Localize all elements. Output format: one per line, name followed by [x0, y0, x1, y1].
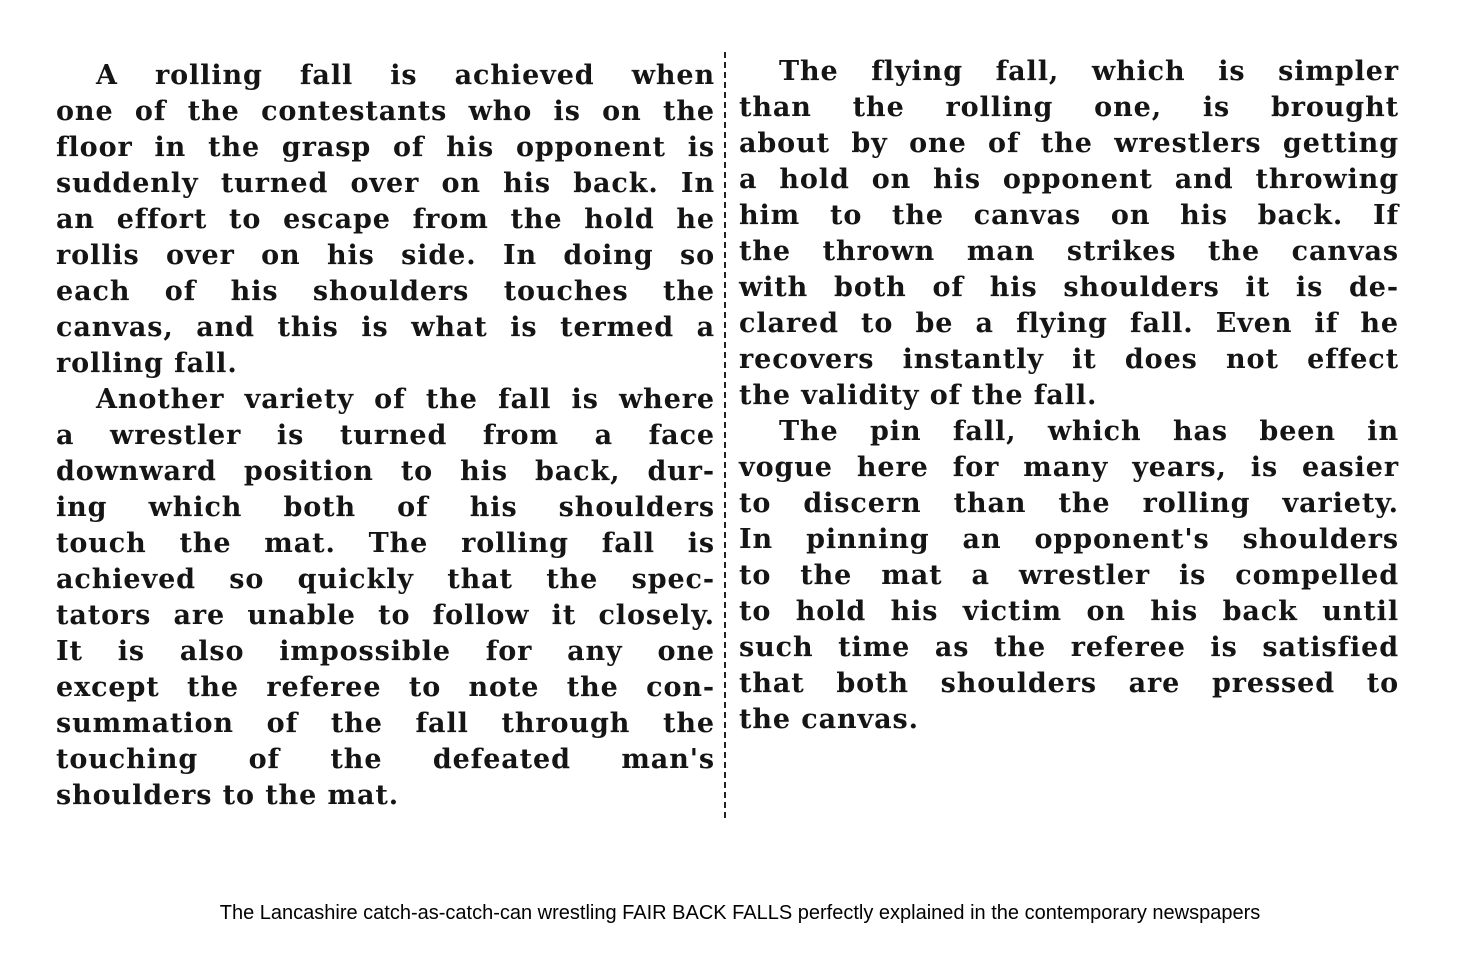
text-line: the validity of the fall.	[739, 380, 1098, 411]
text-line: with both of his shoulders it is de-	[739, 272, 1399, 303]
text-line: about by one of the wrestlers getting	[739, 128, 1399, 159]
text-line: a wrestler is turned from a face	[56, 420, 715, 451]
text-line: touching of the defeated man's	[56, 744, 715, 775]
paragraph-rolling-fall	[56, 58, 715, 382]
text-line: rolling fall.	[56, 348, 238, 379]
text-line: shoulders to the mat.	[56, 780, 400, 811]
text-line: recovers instantly it does not effect	[739, 344, 1399, 375]
text-line: floor in the grasp of his opponent is	[56, 132, 715, 163]
paragraph-flying-fall	[739, 54, 1399, 414]
paragraph-pin-fall	[739, 414, 1399, 738]
text-line: to discern than the rolling variety.	[739, 488, 1399, 519]
text-line: The pin fall, which has been in	[779, 416, 1399, 447]
text-line: achieved so quickly that the spec-	[56, 564, 715, 595]
text-line: clared to be a flying fall. Even if he	[739, 308, 1399, 339]
text-line: tators are unable to follow it closely.	[56, 600, 715, 631]
text-line: than the rolling one, is brought	[739, 92, 1399, 123]
left-column	[56, 58, 715, 814]
text-line: except the referee to note the con-	[56, 672, 715, 703]
paragraph-another-variety	[56, 382, 715, 814]
image-caption: The Lancashire catch-as-catch-can wrestling FAIR BACK FALLS perfectly explained in the contemporary newspapers	[219, 902, 1261, 924]
text-line: vogue here for many years, is easier	[739, 452, 1399, 483]
text-line: ing which both of his shoulders	[56, 492, 715, 523]
text-line: him to the canvas on his back. If	[739, 200, 1399, 231]
text-line: one of the contestants who is on the	[56, 96, 715, 127]
text-line: The flying fall, which is simpler	[779, 56, 1399, 87]
text-line: that both shoulders are pressed to	[739, 668, 1399, 699]
text-line: In pinning an opponent's shoulders	[739, 524, 1399, 555]
column-divider	[724, 52, 726, 818]
text-line: the thrown man strikes the canvas	[739, 236, 1399, 267]
text-line: touch the mat. The rolling fall is	[56, 528, 715, 559]
text-line: a hold on his opponent and throwing	[739, 164, 1399, 195]
text-line: rollis over on his side. In doing so	[56, 240, 715, 271]
text-line: to hold his victim on his back until	[739, 596, 1399, 627]
text-line: summation of the fall through the	[56, 708, 715, 739]
text-line: suddenly turned over on his back. In	[56, 168, 715, 199]
text-line: an effort to escape from the hold he	[56, 204, 715, 235]
text-line: canvas, and this is what is termed a	[56, 312, 715, 343]
text-line: It is also impossible for any one	[56, 636, 715, 667]
text-line: downward position to his back, dur-	[56, 456, 715, 487]
text-line: A rolling fall is achieved when	[96, 60, 715, 91]
text-line: the canvas.	[739, 704, 919, 735]
text-line: such time as the referee is satisfied	[739, 632, 1399, 663]
text-line: to the mat a wrestler is compelled	[739, 560, 1399, 591]
text-line: Another variety of the fall is where	[96, 384, 715, 415]
text-line: each of his shoulders touches the	[56, 276, 715, 307]
right-column	[739, 54, 1399, 738]
